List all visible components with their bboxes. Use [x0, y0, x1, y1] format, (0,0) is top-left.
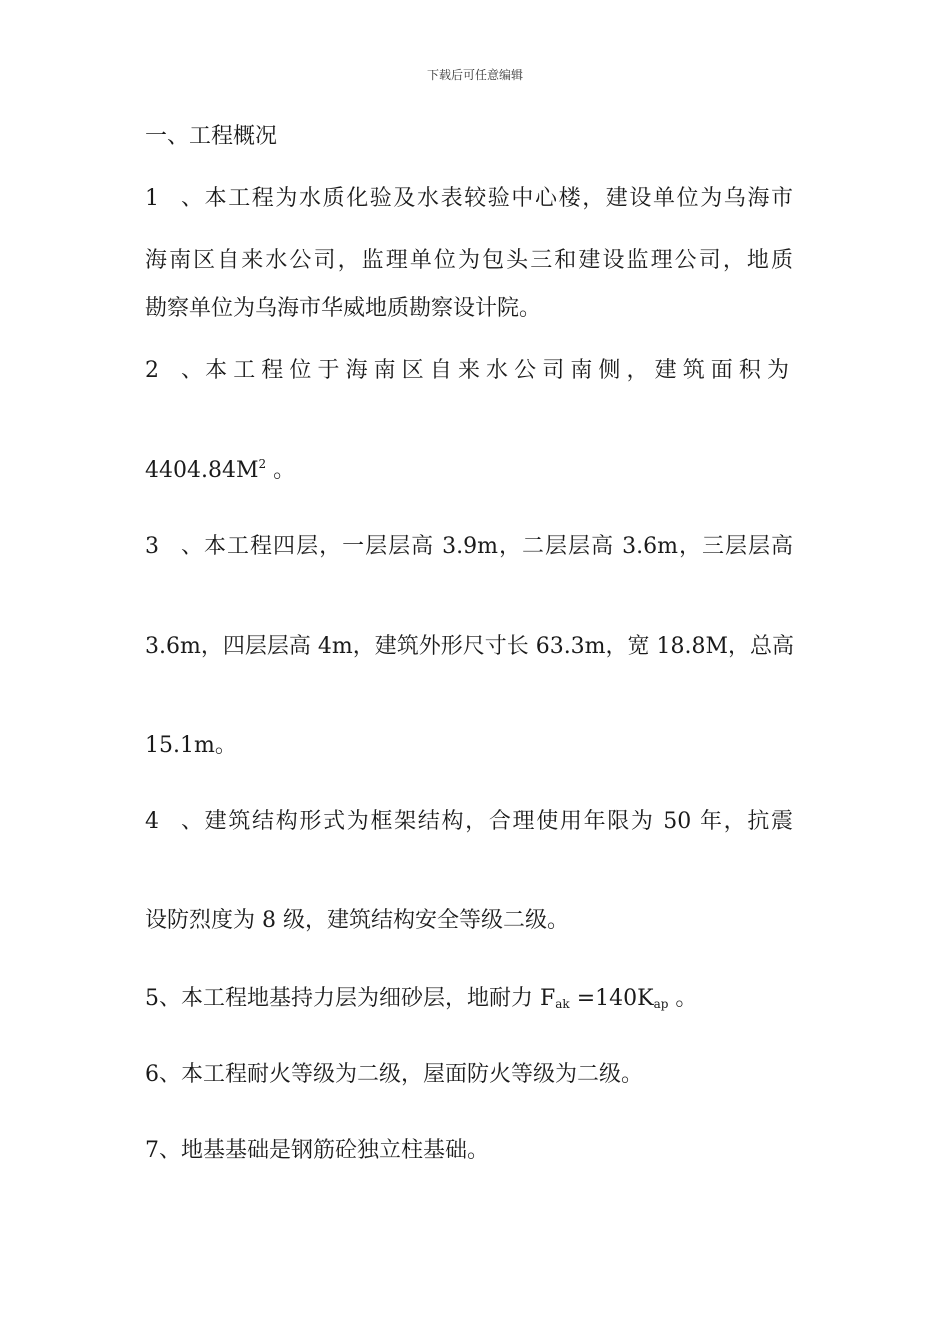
- item-1-line-1: [145, 184, 793, 214]
- item-2-text-1: 本工程位于海南区自来水公司南侧，建筑面积为: [203, 358, 793, 383]
- item-1-line-2: 海南区自来水公司，监理单位为包头三和建设监理公司，地质: [145, 248, 793, 273]
- item-3-line-3: 15.1m。: [145, 733, 237, 758]
- item-2-line-2: [145, 456, 793, 486]
- item-5-line: [145, 984, 793, 1014]
- area-value: 4404.84M: [145, 458, 259, 483]
- item-5-sub-ak: ak: [555, 997, 570, 1011]
- item-7-line: 7、地基基础是钢筋砼独立柱基础。: [145, 1138, 489, 1163]
- item-3-text-1: 本工程四层，一层层高 3.9m，二层层高 3.6m，三层层高: [203, 534, 793, 559]
- item-4-line-1: [145, 807, 793, 837]
- item-4-number: 4、: [145, 809, 203, 834]
- area-end: 。: [266, 458, 296, 483]
- item-2-number: 2、: [145, 358, 203, 383]
- item-5-sub-ap: ap: [653, 997, 669, 1011]
- page-header: 下载后可任意编辑: [426, 68, 523, 82]
- item-1-number: 1、: [145, 186, 203, 211]
- item-5-mid: =140K: [569, 986, 654, 1011]
- item-5-end: 。: [668, 986, 698, 1011]
- item-6-line: 6、本工程耐火等级为二级，屋面防火等级为二级。: [145, 1062, 643, 1087]
- section-title: 一、工程概况: [145, 124, 278, 149]
- item-3-number: 3、: [145, 534, 203, 559]
- item-1-line-3: 勘察单位为乌海市华威地质勘察设计院。: [145, 296, 542, 321]
- item-4-text-1: 建筑结构形式为框架结构，合理使用年限为 50 年，抗震: [203, 809, 793, 834]
- area-superscript: 2: [258, 457, 267, 471]
- item-1-text-1: 本工程为水质化验及水表较验中心楼，建设单位为乌海市: [203, 186, 793, 211]
- item-3-line-1: [145, 532, 793, 562]
- item-4-line-2: 设防烈度为 8 级，建筑结构安全等级二级。: [145, 908, 569, 933]
- item-5-text: 5、本工程地基持力层为细砂层，地耐力 F: [145, 986, 556, 1011]
- item-2-line-1: [145, 356, 793, 386]
- item-3-line-2: 3.6m，四层层高 4m，建筑外形尺寸长 63.3m，宽 18.8M，总高: [145, 634, 795, 659]
